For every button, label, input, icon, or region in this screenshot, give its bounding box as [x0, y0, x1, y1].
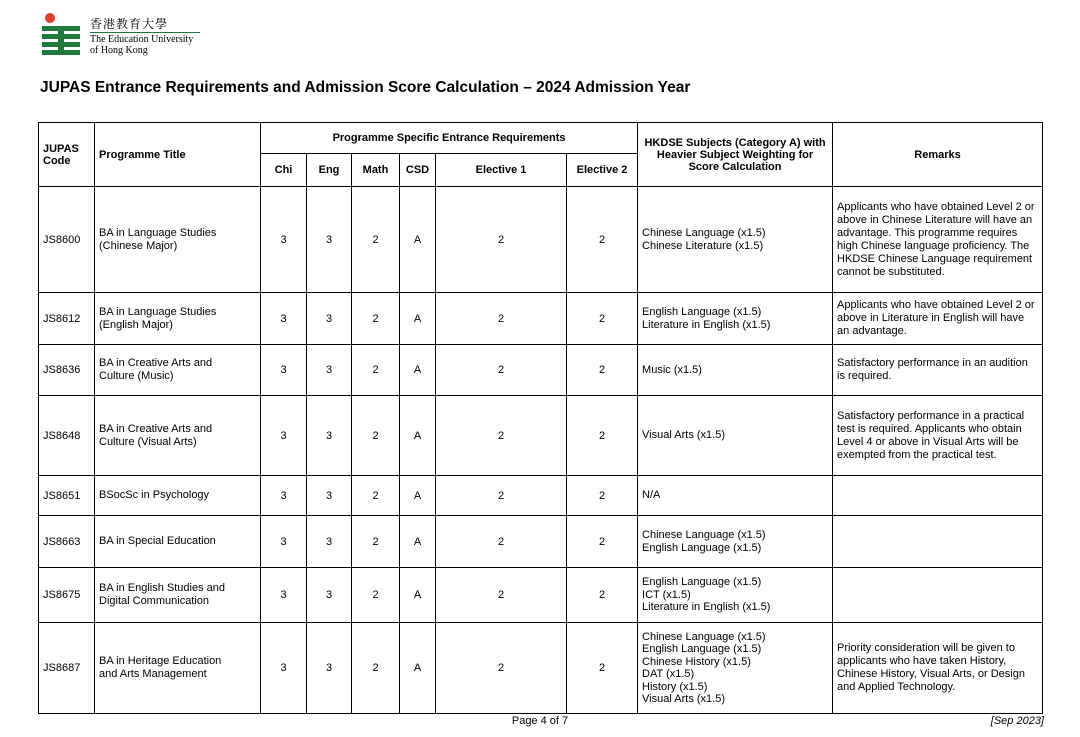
cell-hkdse-subjects: [638, 396, 833, 476]
cell-elective-1: 2: [436, 345, 567, 396]
document-date: [Sep 2023]: [990, 715, 1044, 727]
cell-eng: 3: [307, 396, 352, 476]
cell-jupas-code: JS8651: [39, 476, 95, 516]
programme-title-line: (Chinese Major): [99, 239, 178, 252]
table-row: [39, 476, 1043, 516]
hkdse-subject: Literature in English (x1.5): [642, 601, 771, 614]
table-row: [39, 345, 1043, 396]
header-jupas-code: JUPAS Code: [39, 123, 95, 187]
hkdse-subject: Chinese Language (x1.5): [642, 227, 766, 239]
programme-title-line: (English Major): [99, 318, 173, 331]
cell-jupas-code: JS8600: [39, 187, 95, 293]
cell-chi: 3: [261, 476, 307, 516]
cell-chi: 3: [261, 187, 307, 293]
hkdse-subject: DAT (x1.5): [642, 668, 695, 680]
hkdse-subject: ICT (x1.5): [642, 588, 691, 601]
hkdse-subject: English Language (x1.5): [642, 576, 762, 589]
cell-programme-title: [95, 187, 261, 293]
table-row: [39, 293, 1043, 345]
cell-eng: 3: [307, 623, 352, 714]
cell-elective-2: 2: [567, 623, 638, 714]
header-remarks: Remarks: [833, 123, 1043, 187]
cell-jupas-code: JS8636: [39, 345, 95, 396]
cell-hkdse-subjects: [638, 568, 833, 623]
cell-elective-2: 2: [567, 345, 638, 396]
cell-hkdse-subjects: [638, 293, 833, 345]
cell-programme-title: [95, 568, 261, 623]
programme-title-line: BA in Creative Arts and: [99, 357, 213, 369]
header-eng: Eng: [307, 154, 352, 187]
programme-title-line: BA in English Studies and: [99, 582, 225, 594]
cell-eng: 3: [307, 568, 352, 623]
cell-remarks: [833, 476, 1043, 516]
cell-csd: A: [400, 568, 436, 623]
cell-csd: A: [400, 516, 436, 568]
cell-remarks: Satisfactory performance in a practical test is required. Applicants who obtain Level 4 or above in Visual Arts will be exempted from the practical test.: [833, 396, 1043, 476]
hkdse-subject: English Language (x1.5): [642, 643, 762, 655]
eduhk-emblem-icon: [40, 12, 90, 62]
cell-chi: 3: [261, 623, 307, 714]
cell-math: 2: [352, 623, 400, 714]
cell-elective-1: 2: [436, 568, 567, 623]
cell-eng: 3: [307, 187, 352, 293]
cell-remarks: [833, 516, 1043, 568]
header-chi: Chi: [261, 154, 307, 187]
programme-title-line: BA in Creative Arts and: [99, 422, 213, 435]
cell-math: 2: [352, 568, 400, 623]
cell-math: 2: [352, 516, 400, 568]
cell-elective-1: 2: [436, 187, 567, 293]
programme-title-line: BSocSc in Psychology: [99, 489, 210, 501]
header-math: Math: [352, 154, 400, 187]
university-name-chinese: 香港教育大學: [90, 17, 169, 31]
cell-jupas-code: JS8612: [39, 293, 95, 345]
cell-math: 2: [352, 396, 400, 476]
hkdse-subject: Visual Arts (x1.5): [642, 429, 725, 442]
hkdse-subject: Music (x1.5): [642, 363, 702, 376]
university-name: [90, 19, 200, 56]
cell-jupas-code: JS8663: [39, 516, 95, 568]
cell-jupas-code: JS8687: [39, 623, 95, 714]
header-elective-2: Elective 2: [567, 154, 638, 187]
cell-elective-1: 2: [436, 516, 567, 568]
cell-hkdse-subjects: [638, 623, 833, 714]
header-specific-requirements: Programme Specific Entrance Requirements: [261, 123, 638, 154]
cell-csd: A: [400, 396, 436, 476]
cell-math: 2: [352, 187, 400, 293]
cell-hkdse-subjects: [638, 516, 833, 568]
cell-hkdse-subjects: [638, 476, 833, 516]
hkdse-subject: Chinese Language (x1.5): [642, 529, 766, 541]
cell-programme-title: [95, 396, 261, 476]
cell-eng: 3: [307, 476, 352, 516]
cell-remarks: Priority consideration will be given to applicants who have taken History, Chinese History, Visual Arts, or Design and Applied Technology.: [833, 623, 1043, 714]
cell-programme-title: [95, 516, 261, 568]
page-number: Page 4 of 7: [511, 715, 569, 727]
cell-csd: A: [400, 623, 436, 714]
cell-elective-1: 2: [436, 396, 567, 476]
cell-programme-title: [95, 293, 261, 345]
hkdse-subject: History (x1.5): [642, 680, 708, 693]
cell-chi: 3: [261, 396, 307, 476]
cell-remarks: Applicants who have obtained Level 2 or above in Literature in English will have an advantage.: [833, 293, 1043, 345]
table-row: [39, 516, 1043, 568]
university-name-english-2: of Hong Kong: [90, 45, 148, 56]
programme-title-line: BA in Language Studies: [99, 226, 217, 239]
hkdse-subject: English Language (x1.5): [642, 306, 762, 318]
cell-chi: 3: [261, 293, 307, 345]
hkdse-subject: Chinese History (x1.5): [642, 655, 751, 668]
cell-eng: 3: [307, 293, 352, 345]
cell-chi: 3: [261, 516, 307, 568]
header-elective-1: Elective 1: [436, 154, 567, 187]
cell-programme-title: [95, 623, 261, 714]
cell-eng: 3: [307, 345, 352, 396]
table-row: [39, 396, 1043, 476]
cell-remarks: Applicants who have obtained Level 2 or above in Chinese Literature will have an advantage. This programme requires high Chinese language proficiency. The HKDSE Chinese Language requirement cannot be substituted.: [833, 187, 1043, 293]
cell-math: 2: [352, 293, 400, 345]
cell-elective-2: 2: [567, 396, 638, 476]
cell-remarks: [833, 568, 1043, 623]
programme-title-line: BA in Language Studies: [99, 305, 217, 318]
hkdse-subject: Literature in English (x1.5): [642, 318, 771, 331]
document-title: JUPAS Entrance Requirements and Admission Score Calculation – 2024 Admission Year: [40, 79, 691, 96]
cell-csd: A: [400, 345, 436, 396]
programme-title-line: Digital Communication: [99, 595, 210, 607]
table-row: [39, 623, 1043, 714]
cell-chi: 3: [261, 568, 307, 623]
cell-elective-2: 2: [567, 293, 638, 345]
cell-elective-2: 2: [567, 187, 638, 293]
requirements-table: [38, 122, 1043, 714]
cell-elective-2: 2: [567, 568, 638, 623]
hkdse-subject: Chinese Literature (x1.5): [642, 239, 764, 252]
cell-hkdse-subjects: [638, 345, 833, 396]
cell-csd: A: [400, 187, 436, 293]
cell-programme-title: [95, 476, 261, 516]
programme-title-line: BA in Special Education: [99, 535, 216, 547]
cell-math: 2: [352, 345, 400, 396]
cell-chi: 3: [261, 345, 307, 396]
cell-elective-2: 2: [567, 516, 638, 568]
programme-title-line: Culture (Visual Arts): [99, 435, 197, 448]
cell-remarks: Satisfactory performance in an audition is required.: [833, 345, 1043, 396]
table-row: [39, 568, 1043, 623]
header-programme-title: Programme Title: [95, 123, 261, 187]
cell-jupas-code: JS8675: [39, 568, 95, 623]
cell-eng: 3: [307, 516, 352, 568]
cell-elective-1: 2: [436, 623, 567, 714]
header-csd: CSD: [400, 154, 436, 187]
cell-csd: A: [400, 293, 436, 345]
header-hkdse-subjects: HKDSE Subjects (Category A) with Heavier Subject Weighting for Score Calculation: [638, 123, 833, 187]
cell-jupas-code: JS8648: [39, 396, 95, 476]
university-name-english-1: The Education University: [90, 34, 194, 45]
table-row: [39, 187, 1043, 293]
cell-elective-1: 2: [436, 293, 567, 345]
cell-elective-1: 2: [436, 476, 567, 516]
hkdse-subject: Chinese Language (x1.5): [642, 630, 766, 643]
hkdse-subject: Visual Arts (x1.5): [642, 693, 725, 705]
cell-csd: A: [400, 476, 436, 516]
cell-programme-title: [95, 345, 261, 396]
programme-title-line: Culture (Music): [99, 370, 174, 382]
cell-math: 2: [352, 476, 400, 516]
hkdse-subject: English Language (x1.5): [642, 541, 762, 554]
cell-elective-2: 2: [567, 476, 638, 516]
programme-title-line: BA in Heritage Education: [99, 655, 222, 667]
hkdse-subject: N/A: [642, 489, 661, 502]
programme-title-line: and Arts Management: [99, 668, 207, 680]
cell-hkdse-subjects: [638, 187, 833, 293]
